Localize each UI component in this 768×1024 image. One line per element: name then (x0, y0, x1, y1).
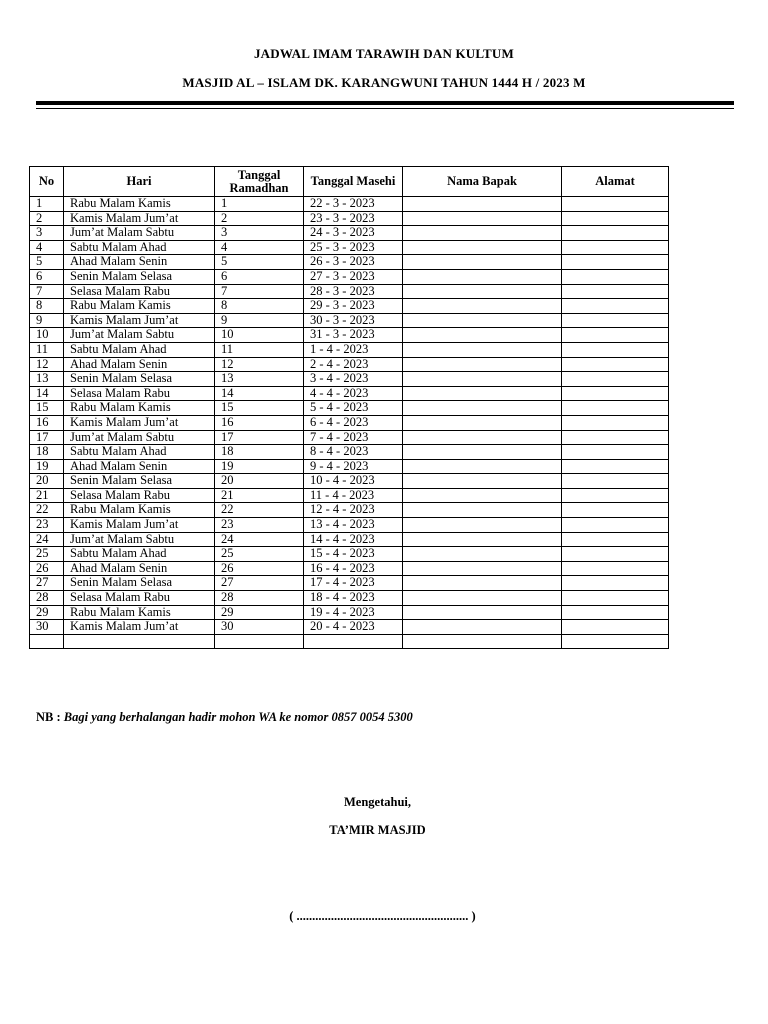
cell-hari (64, 634, 215, 649)
cell-no: 3 (30, 226, 64, 241)
cell-alamat (562, 445, 669, 460)
table-row (30, 488, 669, 503)
cell-tanggal-ramadhan: 24 (215, 532, 304, 547)
cell-hari: Jum’at Malam Sabtu (64, 532, 215, 547)
cell-alamat (562, 488, 669, 503)
table-row (30, 503, 669, 518)
table-row (30, 357, 669, 372)
cell-nama-bapak (403, 197, 562, 212)
cell-tanggal-ramadhan (215, 634, 304, 649)
cell-no: 11 (30, 342, 64, 357)
cell-no: 29 (30, 605, 64, 620)
cell-tanggal-ramadhan: 25 (215, 547, 304, 562)
cell-no: 25 (30, 547, 64, 562)
cell-hari: Selasa Malam Rabu (64, 488, 215, 503)
cell-nama-bapak (403, 459, 562, 474)
cell-hari: Ahad Malam Senin (64, 357, 215, 372)
cell-tanggal-masehi: 1 - 4 - 2023 (304, 342, 403, 357)
cell-alamat (562, 313, 669, 328)
note (36, 710, 413, 725)
cell-hari: Rabu Malam Kamis (64, 197, 215, 212)
cell-alamat (562, 255, 669, 270)
cell-tanggal-ramadhan: 3 (215, 226, 304, 241)
cell-tanggal-ramadhan: 27 (215, 576, 304, 591)
cell-alamat (562, 226, 669, 241)
cell-tanggal-masehi: 9 - 4 - 2023 (304, 459, 403, 474)
signature-acknowledged: Mengetahui, (343, 795, 411, 809)
table-row (30, 401, 669, 416)
cell-hari: Selasa Malam Rabu (64, 386, 215, 401)
table-row (30, 605, 669, 620)
schedule-table-body (30, 197, 669, 649)
table-row (30, 518, 669, 533)
cell-alamat (562, 532, 669, 547)
cell-nama-bapak (403, 430, 562, 445)
cell-tanggal-ramadhan: 4 (215, 240, 304, 255)
cell-nama-bapak (403, 503, 562, 518)
cell-tanggal-ramadhan: 21 (215, 488, 304, 503)
cell-no: 2 (30, 211, 64, 226)
cell-alamat (562, 284, 669, 299)
cell-hari: Rabu Malam Kamis (64, 605, 215, 620)
table-row (30, 284, 669, 299)
cell-nama-bapak (403, 532, 562, 547)
table-row (30, 328, 669, 343)
cell-no: 23 (30, 518, 64, 533)
cell-tanggal-ramadhan: 7 (215, 284, 304, 299)
cell-nama-bapak (403, 372, 562, 387)
cell-tanggal-masehi: 23 - 3 - 2023 (304, 211, 403, 226)
cell-alamat (562, 328, 669, 343)
table-row (30, 372, 669, 387)
cell-hari: Senin Malam Selasa (64, 576, 215, 591)
cell-tanggal-ramadhan: 11 (215, 342, 304, 357)
cell-no: 9 (30, 313, 64, 328)
table-row (30, 591, 669, 606)
cell-tanggal-masehi: 8 - 4 - 2023 (304, 445, 403, 460)
cell-tanggal-masehi: 3 - 4 - 2023 (304, 372, 403, 387)
cell-tanggal-ramadhan: 14 (215, 386, 304, 401)
signature-role: TA’MIR MASJID (329, 823, 426, 837)
cell-alamat (562, 342, 669, 357)
cell-nama-bapak (403, 605, 562, 620)
cell-no: 15 (30, 401, 64, 416)
cell-hari: Kamis Malam Jum’at (64, 620, 215, 635)
cell-alamat (562, 605, 669, 620)
cell-hari: Sabtu Malam Ahad (64, 445, 215, 460)
cell-alamat (562, 474, 669, 489)
column-header-alamat: Alamat (562, 167, 669, 197)
cell-hari: Sabtu Malam Ahad (64, 342, 215, 357)
cell-hari: Kamis Malam Jum’at (64, 415, 215, 430)
cell-hari: Selasa Malam Rabu (64, 284, 215, 299)
cell-tanggal-masehi: 28 - 3 - 2023 (304, 284, 403, 299)
table-row (30, 430, 669, 445)
cell-nama-bapak (403, 591, 562, 606)
table-row (30, 445, 669, 460)
cell-alamat (562, 430, 669, 445)
cell-no: 24 (30, 532, 64, 547)
cell-tanggal-ramadhan: 22 (215, 503, 304, 518)
cell-hari: Jum’at Malam Sabtu (64, 328, 215, 343)
cell-tanggal-ramadhan: 10 (215, 328, 304, 343)
cell-tanggal-masehi: 15 - 4 - 2023 (304, 547, 403, 562)
note-text: Bagi yang berhalangan hadir mohon WA ke nomor 0857 0054 5300 (63, 710, 413, 724)
cell-hari: Ahad Malam Senin (64, 561, 215, 576)
cell-nama-bapak (403, 269, 562, 284)
cell-tanggal-ramadhan: 18 (215, 445, 304, 460)
document-subtitle: MASJID AL – ISLAM DK. KARANGWUNI TAHUN 1444 H / 2023 M (182, 75, 586, 90)
header-divider-thick (36, 101, 734, 105)
cell-tanggal-ramadhan: 30 (215, 620, 304, 635)
cell-hari: Rabu Malam Kamis (64, 503, 215, 518)
cell-tanggal-masehi: 5 - 4 - 2023 (304, 401, 403, 416)
cell-alamat (562, 503, 669, 518)
column-header-hari: Hari (64, 167, 215, 197)
cell-no: 27 (30, 576, 64, 591)
cell-hari: Senin Malam Selasa (64, 269, 215, 284)
cell-alamat (562, 240, 669, 255)
cell-alamat (562, 547, 669, 562)
cell-alamat (562, 299, 669, 314)
cell-no: 5 (30, 255, 64, 270)
cell-tanggal-ramadhan: 23 (215, 518, 304, 533)
cell-alamat (562, 591, 669, 606)
cell-tanggal-masehi: 2 - 4 - 2023 (304, 357, 403, 372)
table-row (30, 211, 669, 226)
cell-hari: Selasa Malam Rabu (64, 591, 215, 606)
cell-tanggal-masehi: 30 - 3 - 2023 (304, 313, 403, 328)
cell-hari: Kamis Malam Jum’at (64, 518, 215, 533)
cell-no: 22 (30, 503, 64, 518)
cell-no (30, 634, 64, 649)
cell-tanggal-masehi: 29 - 3 - 2023 (304, 299, 403, 314)
cell-no: 20 (30, 474, 64, 489)
cell-hari: Sabtu Malam Ahad (64, 547, 215, 562)
cell-tanggal-masehi: 12 - 4 - 2023 (304, 503, 403, 518)
cell-hari: Rabu Malam Kamis (64, 401, 215, 416)
header-divider-thin (36, 108, 734, 109)
cell-tanggal-masehi: 14 - 4 - 2023 (304, 532, 403, 547)
cell-nama-bapak (403, 547, 562, 562)
cell-nama-bapak (403, 474, 562, 489)
cell-hari: Rabu Malam Kamis (64, 299, 215, 314)
cell-nama-bapak (403, 415, 562, 430)
cell-tanggal-masehi: 6 - 4 - 2023 (304, 415, 403, 430)
signature-line: ( ....................................................... ) (289, 909, 476, 923)
cell-hari: Senin Malam Selasa (64, 372, 215, 387)
cell-hari: Kamis Malam Jum’at (64, 313, 215, 328)
cell-alamat (562, 459, 669, 474)
cell-hari: Jum’at Malam Sabtu (64, 226, 215, 241)
cell-alamat (562, 197, 669, 212)
cell-no: 1 (30, 197, 64, 212)
cell-nama-bapak (403, 328, 562, 343)
cell-no: 10 (30, 328, 64, 343)
schedule-table-header (30, 167, 669, 197)
cell-tanggal-masehi: 18 - 4 - 2023 (304, 591, 403, 606)
column-header-tanggal-ramadhan: Tanggal Ramadhan (215, 167, 304, 197)
column-header-nama-bapak: Nama Bapak (403, 167, 562, 197)
cell-alamat (562, 401, 669, 416)
cell-no: 18 (30, 445, 64, 460)
header-row (30, 167, 669, 197)
table-row (30, 532, 669, 547)
table-row (30, 386, 669, 401)
cell-tanggal-masehi: 10 - 4 - 2023 (304, 474, 403, 489)
cell-no: 14 (30, 386, 64, 401)
cell-tanggal-ramadhan: 16 (215, 415, 304, 430)
cell-tanggal-ramadhan: 8 (215, 299, 304, 314)
cell-nama-bapak (403, 284, 562, 299)
table-row (30, 620, 669, 635)
cell-alamat (562, 211, 669, 226)
cell-nama-bapak (403, 561, 562, 576)
cell-nama-bapak (403, 401, 562, 416)
table-row (30, 313, 669, 328)
cell-alamat (562, 415, 669, 430)
cell-tanggal-masehi (304, 634, 403, 649)
table-row (30, 415, 669, 430)
cell-nama-bapak (403, 488, 562, 503)
cell-nama-bapak (403, 211, 562, 226)
cell-no: 12 (30, 357, 64, 372)
cell-tanggal-ramadhan: 9 (215, 313, 304, 328)
cell-tanggal-ramadhan: 6 (215, 269, 304, 284)
cell-tanggal-ramadhan: 29 (215, 605, 304, 620)
cell-alamat (562, 386, 669, 401)
cell-tanggal-masehi: 20 - 4 - 2023 (304, 620, 403, 635)
cell-nama-bapak (403, 518, 562, 533)
cell-tanggal-masehi: 4 - 4 - 2023 (304, 386, 403, 401)
cell-no: 30 (30, 620, 64, 635)
table-row (30, 634, 669, 649)
cell-no: 13 (30, 372, 64, 387)
cell-tanggal-masehi: 22 - 3 - 2023 (304, 197, 403, 212)
schedule-table (29, 166, 669, 649)
cell-hari: Kamis Malam Jum’at (64, 211, 215, 226)
cell-no: 6 (30, 269, 64, 284)
table-row (30, 240, 669, 255)
cell-nama-bapak (403, 357, 562, 372)
table-row (30, 269, 669, 284)
cell-tanggal-masehi: 13 - 4 - 2023 (304, 518, 403, 533)
cell-tanggal-masehi: 31 - 3 - 2023 (304, 328, 403, 343)
cell-tanggal-ramadhan: 5 (215, 255, 304, 270)
table-row (30, 561, 669, 576)
cell-no: 16 (30, 415, 64, 430)
cell-tanggal-masehi: 17 - 4 - 2023 (304, 576, 403, 591)
cell-tanggal-masehi: 25 - 3 - 2023 (304, 240, 403, 255)
cell-alamat (562, 634, 669, 649)
cell-no: 19 (30, 459, 64, 474)
cell-alamat (562, 576, 669, 591)
cell-nama-bapak (403, 445, 562, 460)
column-header-tanggal-masehi: Tanggal Masehi (304, 167, 403, 197)
cell-tanggal-ramadhan: 28 (215, 591, 304, 606)
cell-nama-bapak (403, 386, 562, 401)
cell-tanggal-ramadhan: 1 (215, 197, 304, 212)
cell-nama-bapak (403, 255, 562, 270)
cell-nama-bapak (403, 299, 562, 314)
cell-no: 17 (30, 430, 64, 445)
cell-no: 21 (30, 488, 64, 503)
cell-tanggal-ramadhan: 15 (215, 401, 304, 416)
cell-hari: Ahad Malam Senin (64, 459, 215, 474)
cell-tanggal-masehi: 26 - 3 - 2023 (304, 255, 403, 270)
cell-tanggal-ramadhan: 20 (215, 474, 304, 489)
cell-tanggal-masehi: 7 - 4 - 2023 (304, 430, 403, 445)
cell-tanggal-masehi: 19 - 4 - 2023 (304, 605, 403, 620)
cell-tanggal-ramadhan: 19 (215, 459, 304, 474)
table-row (30, 474, 669, 489)
cell-tanggal-masehi: 24 - 3 - 2023 (304, 226, 403, 241)
cell-hari: Ahad Malam Senin (64, 255, 215, 270)
cell-tanggal-masehi: 16 - 4 - 2023 (304, 561, 403, 576)
table-row (30, 299, 669, 314)
note-label: NB : (36, 710, 61, 724)
cell-nama-bapak (403, 342, 562, 357)
table-row (30, 197, 669, 212)
cell-hari: Sabtu Malam Ahad (64, 240, 215, 255)
cell-nama-bapak (403, 620, 562, 635)
cell-tanggal-ramadhan: 12 (215, 357, 304, 372)
table-row (30, 547, 669, 562)
cell-tanggal-masehi: 11 - 4 - 2023 (304, 488, 403, 503)
cell-nama-bapak (403, 240, 562, 255)
cell-alamat (562, 357, 669, 372)
table-row (30, 342, 669, 357)
cell-hari: Jum’at Malam Sabtu (64, 430, 215, 445)
cell-tanggal-ramadhan: 17 (215, 430, 304, 445)
cell-no: 7 (30, 284, 64, 299)
cell-nama-bapak (403, 634, 562, 649)
cell-alamat (562, 620, 669, 635)
column-header-no: No (30, 167, 64, 197)
cell-no: 28 (30, 591, 64, 606)
cell-nama-bapak (403, 226, 562, 241)
table-row (30, 459, 669, 474)
cell-alamat (562, 372, 669, 387)
cell-no: 8 (30, 299, 64, 314)
cell-alamat (562, 518, 669, 533)
cell-nama-bapak (403, 313, 562, 328)
cell-no: 26 (30, 561, 64, 576)
cell-tanggal-ramadhan: 26 (215, 561, 304, 576)
cell-alamat (562, 269, 669, 284)
cell-hari: Senin Malam Selasa (64, 474, 215, 489)
cell-tanggal-ramadhan: 13 (215, 372, 304, 387)
cell-alamat (562, 561, 669, 576)
cell-tanggal-ramadhan: 2 (215, 211, 304, 226)
table-row (30, 226, 669, 241)
cell-no: 4 (30, 240, 64, 255)
table-row (30, 576, 669, 591)
table-row (30, 255, 669, 270)
cell-nama-bapak (403, 576, 562, 591)
document-title: JADWAL IMAM TARAWIH DAN KULTUM (253, 46, 514, 61)
cell-tanggal-masehi: 27 - 3 - 2023 (304, 269, 403, 284)
